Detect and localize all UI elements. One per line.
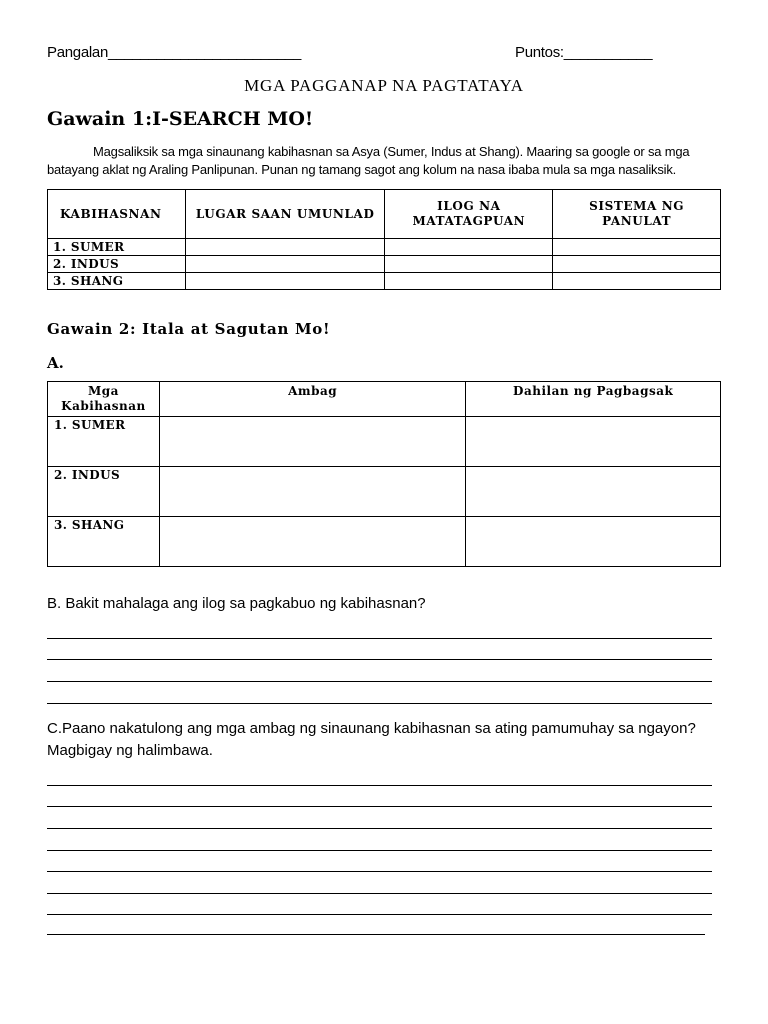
col-header-dahilan: Dahilan ng Pagbagsak <box>466 382 721 417</box>
gawain2-part-a-label: A. <box>47 354 64 372</box>
col-header-ilog: ILOG NA MATATAGPUAN <box>385 190 553 239</box>
answer-line[interactable] <box>47 659 712 660</box>
answer-cell[interactable] <box>159 517 465 567</box>
page-title: MGA PAGGANAP NA PAGTATAYA <box>244 76 524 95</box>
answer-line[interactable] <box>47 934 705 935</box>
answer-line[interactable] <box>47 871 712 872</box>
answer-cell[interactable] <box>466 517 721 567</box>
table-row <box>48 256 721 273</box>
table-header-row <box>48 382 721 417</box>
answer-line[interactable] <box>47 703 712 704</box>
answer-line[interactable] <box>47 638 712 639</box>
col-header-sistema: SISTEMA NG PANULAT <box>553 190 721 239</box>
points-field[interactable]: Puntos:___________ <box>515 44 653 61</box>
col-header-ambag: Ambag <box>159 382 465 417</box>
table-row <box>48 517 721 567</box>
answer-cell[interactable] <box>385 239 553 256</box>
answer-cell[interactable] <box>185 273 385 290</box>
answer-cell[interactable] <box>159 417 465 467</box>
name-field[interactable]: Pangalan________________________ <box>47 44 302 61</box>
row-label-shang: 3. SHANG <box>48 517 160 567</box>
gawain1-instructions <box>47 143 727 179</box>
answer-cell[interactable] <box>466 467 721 517</box>
gawain1-heading: Gawain 1:I-SEARCH MO! <box>47 108 314 130</box>
table-row <box>48 467 721 517</box>
col-header-lugar: LUGAR SAAN UMUNLAD <box>185 190 385 239</box>
table-header-row <box>48 190 721 239</box>
row-label-shang: 3. SHANG <box>48 273 186 290</box>
row-label-sumer: 1. SUMER <box>48 239 186 256</box>
table-row <box>48 239 721 256</box>
row-label-sumer: 1. SUMER <box>48 417 160 467</box>
table-row <box>48 273 721 290</box>
answer-line[interactable] <box>47 806 712 807</box>
answer-cell[interactable] <box>385 256 553 273</box>
gawain2-heading: Gawain 2: Itala at Sagutan Mo! <box>47 320 331 338</box>
answer-cell[interactable] <box>159 467 465 517</box>
answer-cell[interactable] <box>466 417 721 467</box>
answer-line[interactable] <box>47 785 712 786</box>
answer-line[interactable] <box>47 893 712 894</box>
answer-cell[interactable] <box>553 239 721 256</box>
answer-cell[interactable] <box>553 273 721 290</box>
question-b: B. Bakit mahalaga ang ilog sa pagkabuo ng kabihasnan? <box>47 595 426 612</box>
gawain1-instructions-text: Magsaliksik sa mga sinaunang kabihasnan sa Asya (Sumer, Indus at Shang). Maaring sa google or sa mga batayang aklat ng Araling Panlipunan. Punan ng tamang sagot ang kolum na nasa ibaba mula sa mga nasaliksik. <box>47 144 690 177</box>
row-label-indus: 2. INDUS <box>48 256 186 273</box>
row-label-indus: 2. INDUS <box>48 467 160 517</box>
answer-line[interactable] <box>47 914 712 915</box>
col-header-kabihasnan: KABIHASNAN <box>48 190 186 239</box>
question-c: C.Paano nakatulong ang mga ambag ng sinaunang kabihasnan sa ating pamumuhay sa ngayon? Magbigay ng halimbawa. <box>47 720 696 759</box>
table-row <box>48 417 721 467</box>
research-table <box>47 189 721 290</box>
answer-line[interactable] <box>47 828 712 829</box>
answer-cell[interactable] <box>553 256 721 273</box>
col-header-kabihasnan: Mga Kabihasnan <box>48 382 160 417</box>
answer-cell[interactable] <box>185 239 385 256</box>
contribution-table <box>47 381 721 567</box>
answer-cell[interactable] <box>385 273 553 290</box>
answer-cell[interactable] <box>185 256 385 273</box>
answer-line[interactable] <box>47 681 712 682</box>
answer-line[interactable] <box>47 850 712 851</box>
